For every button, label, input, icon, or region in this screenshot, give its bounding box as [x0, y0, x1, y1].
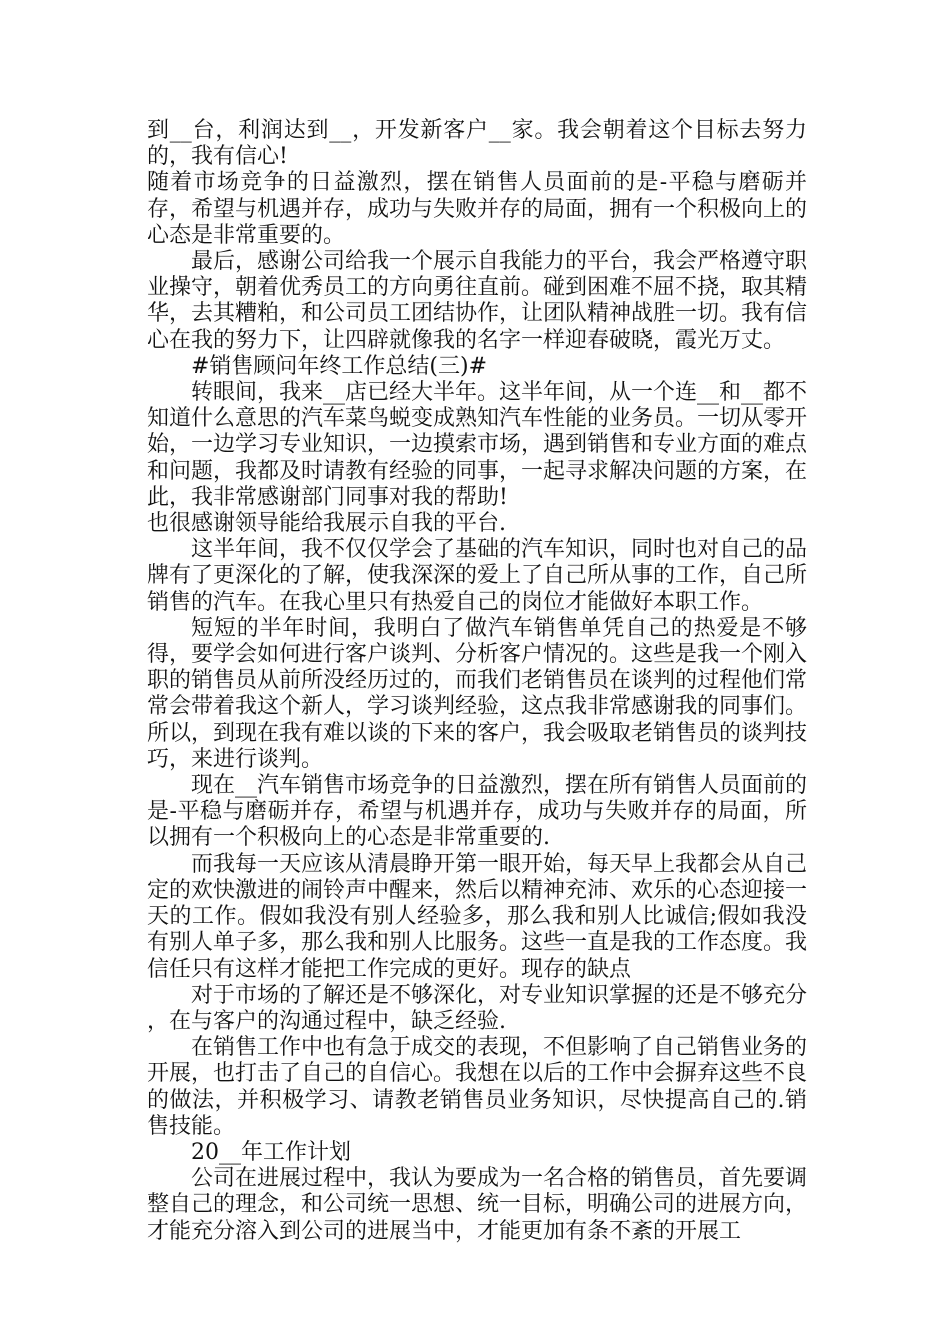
- paragraph-negotiation: 短短的半年时间，我明白了做汽车销售单凭自己的热爱是不够得，要学会如何进行客户谈判、分析客户情况的。这些是我一个刚入职的销售员从前所没经历过的，而我们老销售员在谈判的过程他们常常会带着我这个新人，学习谈判经验，这点我非常感谢我的同事们。所以，到现在我有难以谈的下来的客户，我会吸取老销售员的谈判技巧，来进行谈判。: [147, 615, 808, 772]
- section-heading-work-plan: 20__年工作计划: [191, 1139, 351, 1165]
- paragraph-thanks-leaders: 也很感谢领导能给我展示自我的平台.: [147, 511, 506, 537]
- document-body: [147, 118, 807, 1245]
- paragraph-shortcomings-market: 对于市场的了解还是不够深化，对专业知识掌握的还是不够充分 ，在与客户的沟通过程中，缺乏经验.: [147, 982, 808, 1034]
- paragraph-car-knowledge: 这半年间，我不仅仅学会了基础的汽车知识，同时也对自己的品牌有了更深化的了解，使我深深的爱上了自己所从事的工作，自己所销售的汽车。在我心里只有热爱自己的岗位才能做好本职工作。: [147, 537, 808, 615]
- section-heading-summary-3: #销售顾问年终工作总结(三)#: [191, 353, 488, 379]
- paragraph-daily-routine: 而我每一天应该从清晨睁开第一眼开始，每天早上我都会从自己定的欢快激进的闹铃声中醒来，然后以精神充沛、欢乐的心态迎接一天的工作。假如我没有别人经验多，那么我和别人比诚信;假如我没有别人单子多，那么我和别人比服务。这些一直是我的工作态度。我信任只有这样才能把工作完成的更好。现存的缺点: [147, 851, 808, 982]
- paragraph-work-plan: 公司在进展过程中，我认为要成为一名合格的销售员，首先要调整自己的理念，和公司统一思想、统一目标，明确公司的进展方向，才能充分溶入到公司的进展当中，才能更加有条不紊的开展工: [147, 1166, 808, 1244]
- paragraph-market-competition: 随着市场竞争的日益激烈，摆在销售人员面前的是-平稳与磨砺并存，希望与机遇并存，成功与失败并存的局面，拥有一个积极向上的心态是非常重要的。: [147, 170, 808, 248]
- paragraph-target-closing: 到__台，利润达到__，开发新客户__家。我会朝着这个目标去努力的，我有信心!: [147, 118, 807, 170]
- paragraph-positive-attitude: 现在__汽车销售市场竞争的日益激烈，摆在所有销售人员面前的是-平稳与磨砺并存，希望与机遇并存，成功与失败并存的局面，所以拥有一个积极向上的心态是非常重要的.: [147, 773, 808, 851]
- paragraph-shortcomings-haste: 在销售工作中也有急于成交的表现，不但影响了自己销售业务的开展，也打击了自己的自信心。我想在以后的工作中会摒弃这些不良的做法，并积极学习、请教老销售员业务知识，尽快提高自己的.销售技能。: [147, 1035, 808, 1139]
- paragraph-half-year-intro: 转眼间，我来__店已经大半年。这半年间，从一个连__和__都不知道什么意思的汽车菜鸟蜕变成熟知汽车性能的业务员。一切从零开始，一边学习专业知识，一边摸索市场，遇到销售和专业方面的难点和问题，我都及时请教有经验的同事，一起寻求解决问题的方案，在此，我非常感谢部门同事对我的帮助!: [147, 380, 808, 510]
- paragraph-thanks-company: 最后，感谢公司给我一个展示自我能力的平台，我会严格遵守职业操守，朝着优秀员工的方向勇往直前。碰到困难不屈不挠，取其精华，去其糟粕，和公司员工团结协作，让团队精神战胜一切。我有信心在我的努力下，让四辟就像我的名字一样迎春破晓，霞光万丈。: [147, 249, 808, 353]
